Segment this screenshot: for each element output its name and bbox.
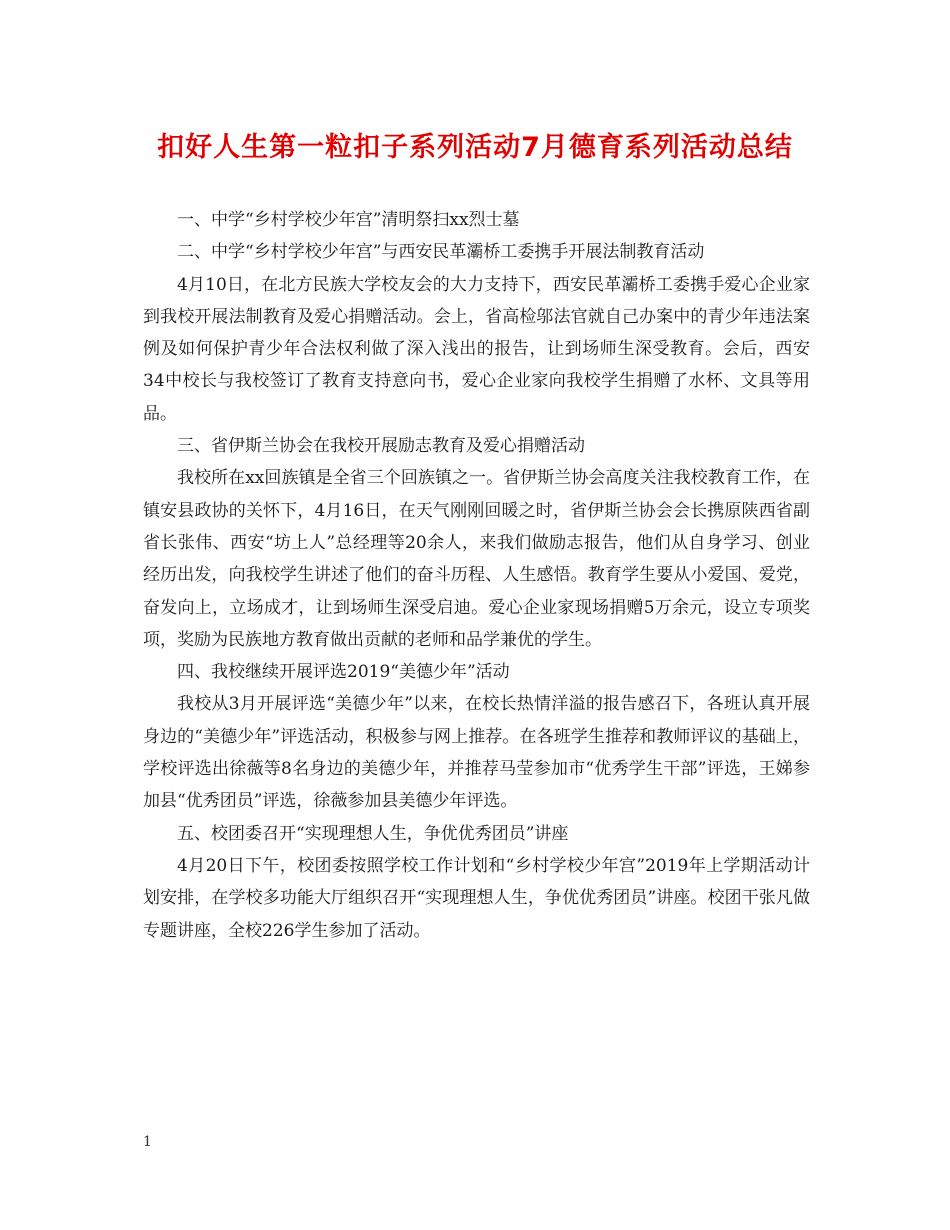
section-paragraph-3: 我校所在xx回族镇是全省三个回族镇之一。省伊斯兰协会高度关注我校教育工作，在镇安县政协的关怀下，4月16日，在天气刚刚回暖之时，省伊斯兰协会会长携原陕西省副省长张伟、西安“坊上人”总经理等20余人，来我们做励志报告，他们从自身学习、创业经历出发，向我校学生讲述了他们的奋斗历程、人生感悟。教育学生要从小爱国、爱党，奋发向上，立场成才，让到场师生深受启迪。爱心企业家现场捐赠5万余元，设立专项奖项，奖励为民族地方教育做出贡献的老师和品学兼优的学生。 [143, 468, 810, 650]
document-body [143, 204, 810, 947]
document-title: 扣好人生第一粒扣子系列活动7月德育系列活动总结 [157, 132, 793, 163]
section-heading-3: 三、省伊斯兰协会在我校开展励志教育及爱心捐赠活动 [177, 436, 585, 457]
section-paragraph-5: 4月20日下午，校团委按照学校工作计划和“乡村学校少年宫”2019年上学期活动计划安排，在学校多功能大厅组织召开“实现理想人生，争优优秀团员”讲座。校团干张凡做专题讲座，全校226学生参加了活动。 [143, 855, 810, 941]
section-heading-2: 二、中学“乡村学校少年宫”与西安民革灞桥工委携手开展法制教育活动 [177, 242, 705, 263]
section-heading-5: 五、校团委召开“实现理想人生，争优优秀团员”讲座 [177, 823, 569, 844]
section-heading-4: 四、我校继续开展评选2019“美德少年”活动 [177, 662, 510, 683]
page-number: 1 [143, 1134, 152, 1150]
section-paragraph-2: 4月10日，在北方民族大学校友会的大力支持下，西安民革灞桥工委携手爱心企业家到我校开展法制教育及爱心捐赠活动。会上，省高检邬法官就自己办案中的青少年违法案例及如何保护青少年合法权利做了深入浅出的报告，让到场师生深受教育。会后，西安34中校长与我校签订了教育支持意向书，爱心企业家向我校学生捐赠了水杯、文具等用品。 [143, 274, 810, 424]
section-heading-1: 一、中学“乡村学校少年宫”清明祭扫xx烈士墓 [177, 210, 520, 230]
section-paragraph-4: 我校从3月开展评选“美德少年”以来，在校长热情洋溢的报告感召下，各班认真开展身边的“美德少年”评选活动，积极参与网上推荐。在各班学生推荐和教师评议的基础上，学校评选出徐薇等8名身边的美德少年，并推荐马莹参加市“优秀学生干部”评选，王娣参加县“优秀团员”评选，徐薇参加县美德少年评选。 [143, 694, 810, 812]
